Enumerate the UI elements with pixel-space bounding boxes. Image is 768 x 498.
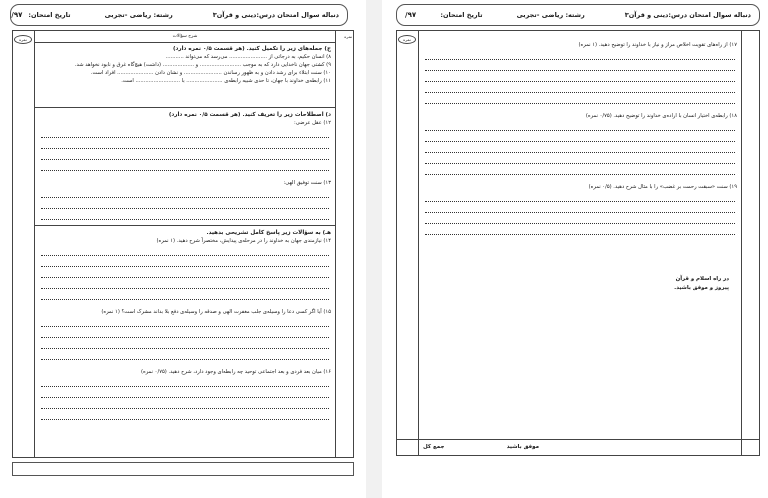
answer-line[interactable]	[425, 60, 735, 71]
question-item: ۱۶) میان بعد فردی و بعد اجتماعی توحید چه رابطه‌ای وجود دارد، شرح دهید. (۰/۷۵ نمره)	[140, 369, 331, 375]
score-tag: نمره	[14, 35, 32, 44]
footer-total: جمع کل	[423, 444, 445, 450]
date-label: تاریخ امتحان:	[440, 11, 483, 19]
answer-line[interactable]	[41, 267, 329, 278]
question-sheet	[396, 30, 760, 456]
question-item: ۱۷) از راه‌های تقویت اخلاص مراز و نیاز با خداوند را توضیح دهید. (۱ نمره)	[578, 42, 737, 48]
answer-line[interactable]	[41, 376, 329, 387]
section-c	[39, 45, 331, 85]
section-h	[39, 229, 331, 420]
questions-column-title: شرح سؤالات	[172, 34, 198, 39]
field-label: رشته: ریاضی -تجربی	[516, 11, 585, 19]
number-column	[13, 31, 35, 457]
question-item: ۸) انسان حکیم، به درجاتی از ....................... می‌رسد که می‌تواند ...........	[165, 54, 331, 60]
field-label: رشته: ریاضی -تجربی	[104, 11, 173, 19]
page-bottom-bar	[12, 462, 354, 476]
score-column-title: نمره	[344, 34, 352, 39]
footer-wish: موفق باشید	[506, 444, 539, 450]
answer-line[interactable]	[425, 202, 735, 213]
answer-line[interactable]	[425, 213, 735, 224]
answer-line[interactable]	[425, 224, 735, 235]
answer-line[interactable]	[425, 82, 735, 93]
closing-line: پیروز و موفق باشید.	[674, 285, 729, 291]
answer-line[interactable]	[41, 327, 329, 338]
answer-line[interactable]	[425, 191, 735, 202]
score-column	[335, 31, 353, 457]
page-header	[10, 4, 348, 26]
section-heading: ج) جمله‌های زیر را تکمیل کنید. (هر قسمت ۰/۵ نمره دارد)	[172, 46, 331, 52]
question-item: ۱۸) رابطه‌ی اختیار انسان با اراده‌ی خداوند را توضیح دهید. (۰/۷۵ نمره)	[585, 113, 737, 119]
answer-line[interactable]	[41, 138, 329, 149]
number-column	[397, 31, 419, 455]
answer-line[interactable]	[41, 209, 329, 220]
answer-line[interactable]	[425, 131, 735, 142]
score-tag: نمره	[398, 35, 416, 44]
section-heading: د) اصطلاحات زیر را تعریف کنید. (هر قسمت ۰/۵ نمره دارد)	[168, 112, 331, 118]
answer-line[interactable]	[41, 338, 329, 349]
question-item: ۱۴) نیازمندی جهان به خداوند را در مرحله‌ی پیدایش، مختصراً شرح دهید. (۱ نمره)	[156, 238, 331, 244]
score-column	[741, 31, 759, 455]
answer-line[interactable]	[41, 160, 329, 171]
answer-line[interactable]	[41, 149, 329, 160]
exam-year: ۹۷/	[11, 11, 23, 19]
question-item: ۱۹) سنت «سبقت رحمت بر غضب» را با مثال شرح دهید. (۰/۵ نمره)	[588, 184, 737, 190]
section-divider	[35, 225, 335, 226]
answer-line[interactable]	[41, 349, 329, 360]
date-label: تاریخ امتحان:	[28, 11, 71, 19]
question-item: ۹) کشتی جهان ناخدایی دارد که به موجب ......................... و ................... (داشت) هیچ‌گاه غرق و نابود نخواهد شد.	[74, 62, 331, 68]
answer-line[interactable]	[425, 120, 735, 131]
answer-line[interactable]	[41, 187, 329, 198]
answer-line[interactable]	[425, 93, 735, 104]
section-heading: هـ) به سؤالات زیر پاسخ کامل تشریحی بدهید.	[206, 230, 331, 236]
question-item: ۱۰) سنت ابتلاء برای رشد دادن و به ظهور رساندن ....................... و نشان دادن ...................... افراد است.	[90, 70, 331, 76]
answer-line[interactable]	[41, 387, 329, 398]
answer-line[interactable]	[41, 409, 329, 420]
sheet-footer	[397, 439, 759, 455]
question-item: ۱۳) سنت توفیق الهی:	[283, 180, 331, 186]
section-d	[39, 111, 331, 220]
answer-line[interactable]	[41, 256, 329, 267]
question-item: ۱۲) عقل عرضی:	[294, 120, 331, 126]
question-item: ۱۵) آیا اگر کسی دعا را وسیله‌ی جلب مغفرت الهی و صدقه را وسیله‌ی دفع بلا بداند مشرک است؟ (۱ نمره)	[101, 309, 331, 315]
answer-line[interactable]	[425, 49, 735, 60]
section-divider	[35, 107, 335, 108]
exam-title: دنباله سوال امتحان درس:دینی و قرآن۳	[624, 11, 751, 19]
right-questions	[423, 41, 737, 235]
exam-year: ۹۷/	[405, 11, 417, 19]
column-header	[35, 31, 352, 43]
answer-line[interactable]	[41, 127, 329, 138]
question-sheet	[12, 30, 354, 458]
answer-line[interactable]	[425, 164, 735, 175]
answer-line[interactable]	[41, 198, 329, 209]
answer-line[interactable]	[41, 398, 329, 409]
exam-page-right	[382, 0, 768, 498]
exam-title: دنباله سوال امتحان درس:دینی و قرآن۳	[212, 11, 339, 19]
answer-line[interactable]	[425, 153, 735, 164]
page-gutter	[366, 0, 382, 498]
closing-message	[674, 275, 729, 293]
closing-line: در راه اسلام و قرآن	[675, 276, 729, 282]
answer-line[interactable]	[425, 71, 735, 82]
answer-line[interactable]	[41, 278, 329, 289]
answer-line[interactable]	[41, 289, 329, 300]
answer-line[interactable]	[425, 142, 735, 153]
question-item: ۱۱) رابطه‌ی خداوند با جهان، تا حدی شبیه رابطه‌ی ...................... با ........................... است.	[121, 78, 331, 84]
page-header	[396, 4, 760, 26]
exam-page-left	[0, 0, 366, 498]
answer-line[interactable]	[41, 245, 329, 256]
answer-line[interactable]	[41, 316, 329, 327]
